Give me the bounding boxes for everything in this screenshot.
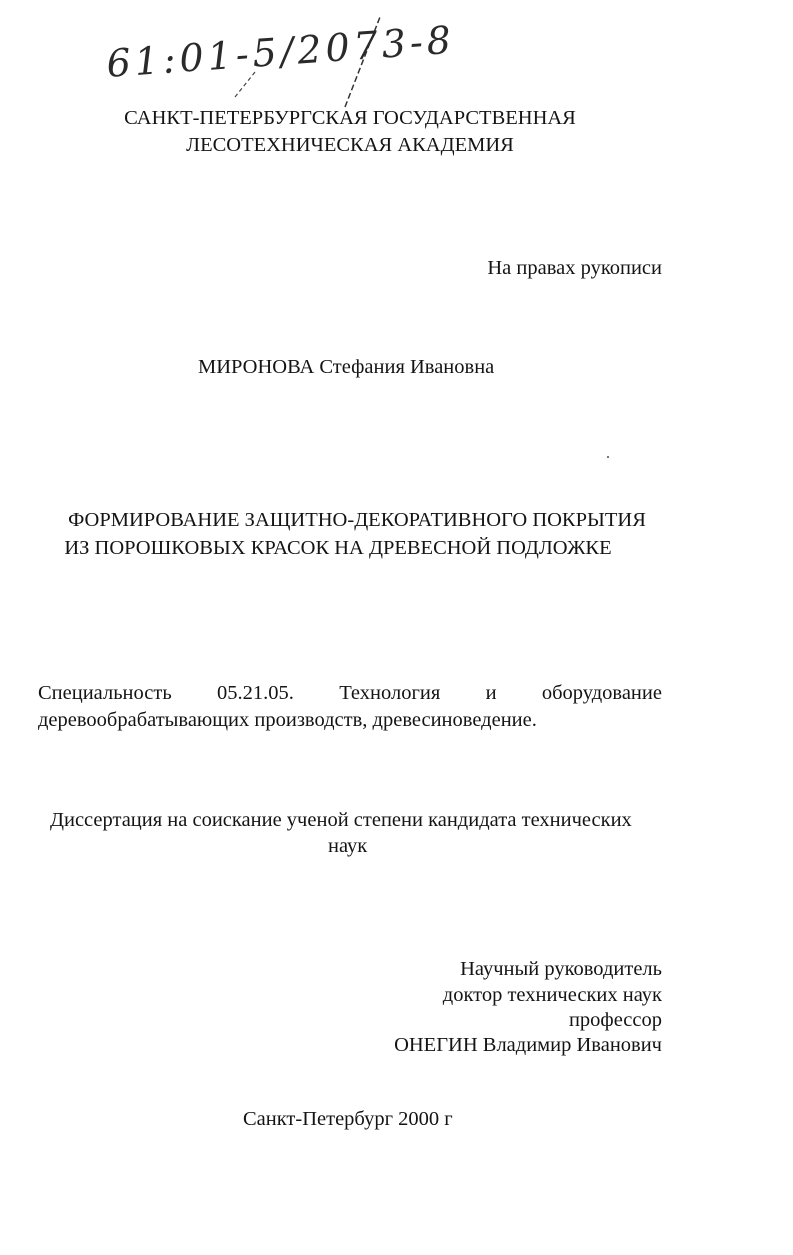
specialty-row-2: деревообрабатывающих производств, древесиноведение. xyxy=(38,709,537,731)
specialty-word-and: и xyxy=(485,682,497,704)
specialty-block xyxy=(38,680,662,734)
specialty-word-technology: Технология xyxy=(339,682,441,704)
supervisor-rank: профессор xyxy=(568,1009,662,1031)
specialty-row-1 xyxy=(38,680,662,707)
supervisor-name: ОНЕГИН Владимир Иванович xyxy=(394,1034,662,1056)
supervisor-role: Научный руководитель xyxy=(460,958,662,980)
dissertation-purpose-line-1: Диссертация на соискание ученой степени кандидата технических xyxy=(50,809,632,831)
handwritten-archive-code xyxy=(95,12,555,117)
author-name: МИРОНОВА Стефания Ивановна xyxy=(198,356,495,378)
dissertation-title-line-2: ИЗ ПОРОШКОВЫХ КРАСОК НА ДРЕВЕСНОЙ ПОДЛОЖКЕ xyxy=(64,537,612,559)
dissertation-purpose-line-2: наук xyxy=(328,835,368,857)
handwritten-code-text: 61:01-5/2073-8 xyxy=(105,17,457,86)
specialty-label: Специальность xyxy=(38,682,172,704)
dissertation-title-line-1: ФОРМИРОВАНИЕ ЗАЩИТНО-ДЕКОРАТИВНОГО ПОКРЫТИЯ xyxy=(68,509,646,531)
manuscript-rights-note: На правах рукописи xyxy=(487,257,662,279)
institution-line-1: САНКТ-ПЕТЕРБУРГСКАЯ ГОСУДАРСТВЕННАЯ xyxy=(124,107,576,129)
scan-speck xyxy=(607,456,609,458)
city-and-year: Санкт-Петербург 2000 г xyxy=(243,1108,453,1130)
supervisor-degree: доктор технических наук xyxy=(442,984,662,1006)
specialty-word-equipment: оборудование xyxy=(541,682,662,704)
specialty-code: 05.21.05. xyxy=(217,682,294,704)
institution-line-2: ЛЕСОТЕХНИЧЕСКАЯ АКАДЕМИЯ xyxy=(186,134,514,156)
